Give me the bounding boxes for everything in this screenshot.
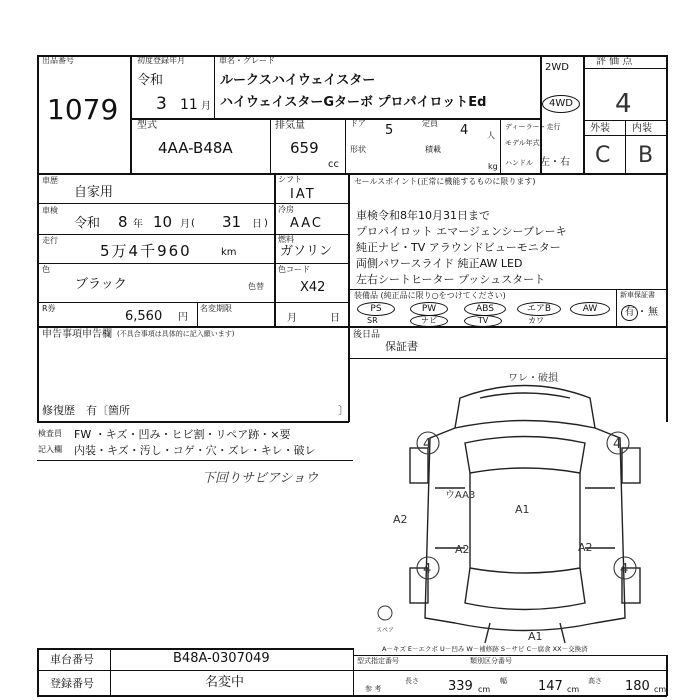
- equip-ps-label: PS: [370, 304, 382, 314]
- top-note: ワレ・破損: [508, 373, 558, 384]
- insp-year-unit: 年: [133, 219, 143, 230]
- declarations-label: 申告事項申告欄: [42, 329, 112, 340]
- grade: ハイウェイスターGターボ プロパイロットEd: [220, 95, 487, 110]
- row-line-3: [37, 263, 348, 264]
- shape-label: 形状: [350, 145, 366, 154]
- history: 自家用: [74, 185, 114, 200]
- fuel: ガソリン: [280, 244, 333, 259]
- sales-point-line: 左右シートヒーター プッシュスタート: [356, 273, 546, 286]
- shift: IAT: [290, 187, 316, 202]
- damage-mark: ウAA3: [445, 490, 476, 501]
- car-damage-diagram: [376, 368, 660, 648]
- interior-items: 内装・キズ・汚し・コゲ・穴・ズレ・キレ・破レ: [74, 444, 316, 457]
- model: 4AA-B48A: [158, 139, 233, 157]
- disp-vline: [270, 118, 271, 173]
- manual-yes: 有: [624, 307, 635, 318]
- era: 令和: [137, 73, 164, 88]
- exterior-grade: C: [595, 143, 611, 168]
- footer-bottom: [37, 695, 667, 697]
- insp-era: 令和: [74, 216, 101, 231]
- color-code-label: 色コード: [278, 265, 310, 274]
- row-line-1: [37, 203, 348, 204]
- damage-mark: 4: [613, 437, 622, 452]
- drive-4wd-circle: [542, 95, 580, 113]
- model-year-label: モデル年式: [505, 139, 540, 147]
- manual-yes-circle: [621, 305, 638, 321]
- repair-label: 修復歴: [42, 404, 75, 417]
- repair-close: 〕: [338, 404, 349, 417]
- accessories-value: 保証書: [385, 340, 418, 353]
- first-reg-label: 初度登録年月: [137, 56, 185, 65]
- model-designation-label: 型式指定番号: [357, 657, 399, 665]
- height-unit: cm: [654, 685, 667, 694]
- insp-day: 31: [222, 213, 242, 231]
- mileage-unit: km: [221, 247, 237, 258]
- recycle-label: R券: [42, 304, 56, 313]
- reg: 名変中: [205, 675, 245, 690]
- legend: A－キズ E－エクボ U－凹み W－補修跡 S－サビ C－腐食 XX－交換済: [382, 645, 588, 653]
- score-hline: [583, 68, 667, 69]
- manual-no: 無: [648, 307, 658, 318]
- manual-sep: ・: [637, 307, 647, 318]
- footer-left: [37, 648, 39, 696]
- fuel-label: 燃料: [278, 235, 294, 244]
- cc-unit: cc: [328, 159, 339, 170]
- length: 339: [448, 679, 473, 694]
- recycle: 6,560: [125, 309, 163, 324]
- ac-label: 冷房: [278, 205, 294, 214]
- reg-label: 登録番号: [50, 677, 94, 690]
- class-label: 類別区分番号: [470, 657, 512, 665]
- damage-mark: A1: [515, 503, 530, 516]
- insp-month: 10: [153, 213, 173, 231]
- equip-airbag-label: エアB: [526, 304, 552, 314]
- damage-mark: A2: [578, 541, 593, 554]
- insp-day-unit: 日: [252, 219, 262, 230]
- spare-label: スペア: [376, 627, 395, 634]
- equip-tv: [464, 315, 502, 327]
- damage-mark: A1: [528, 630, 543, 643]
- color-change-label: 色替: [248, 282, 264, 291]
- insp-month-unit: 月: [180, 219, 190, 230]
- lot-divider: [130, 55, 132, 175]
- footer-top: [37, 648, 353, 650]
- row-line-4: [37, 302, 348, 303]
- sales-point-line: 車検令和8年10月31日まで: [356, 209, 490, 222]
- sales-vline: [348, 173, 350, 328]
- transfer-deadline-label: 名変期限: [200, 304, 232, 313]
- accessories-bottom: [348, 358, 668, 359]
- lot-number: 1079: [47, 93, 119, 126]
- recycle-vline: [197, 302, 198, 326]
- mileage-label: 走行: [42, 236, 58, 245]
- exterior-label: 外装: [590, 123, 610, 134]
- sales-points-label: セールスポイント(正常に機能するものに限ります): [354, 177, 536, 186]
- car-name-label: 車名・グレード: [219, 56, 275, 65]
- sales-point-line: 純正ナビ・TV アラウンドビューモニター: [356, 241, 561, 254]
- history-label: 車歴: [42, 176, 58, 185]
- header-bottom: [37, 173, 668, 175]
- equip-pw-label: PW: [421, 304, 437, 314]
- equip-pw: [410, 302, 448, 316]
- capacity-label: 定員: [422, 119, 438, 128]
- shift-label: シフト: [278, 175, 302, 184]
- equip-ps: [357, 302, 395, 316]
- inspector-items: FW ・キズ・凹み・ヒビ割・リペア跡・×要: [74, 428, 291, 441]
- damage-mark: 4: [423, 437, 432, 452]
- frame-top: [37, 55, 667, 57]
- load-label: 積載: [425, 145, 441, 154]
- color-code: X42: [300, 280, 326, 295]
- inspector-label: 検査員: [38, 429, 62, 438]
- color: ブラック: [75, 277, 127, 292]
- drive-4wd: 4WD: [549, 98, 573, 109]
- insp-year: 8: [118, 213, 128, 231]
- length-label: 長さ: [405, 677, 419, 685]
- dealer-vline: [500, 118, 501, 173]
- manual-vline: [616, 289, 617, 327]
- insp-paren-close: ): [264, 218, 268, 229]
- equip-leather: カワ: [528, 316, 544, 325]
- handle-label: ハンドル: [505, 159, 533, 167]
- year: 3: [156, 94, 167, 114]
- chassis: B48A-0307049: [173, 651, 270, 666]
- score-label: 評 価 点: [596, 56, 633, 67]
- ac: AAC: [290, 216, 323, 231]
- sales-point-line: 両側パワースライド 純正AW LED: [356, 257, 523, 270]
- inspection-label: 車検: [42, 206, 58, 215]
- footer-right-top: [353, 655, 667, 656]
- accessories-label: 後日品: [353, 330, 381, 340]
- spec-top-line: [130, 118, 540, 120]
- frame-right: [666, 55, 668, 422]
- row-line-2: [37, 234, 348, 235]
- handle-options: 左・右: [540, 157, 570, 168]
- capacity-unit: 人: [487, 131, 495, 140]
- capacity: 4: [460, 123, 469, 138]
- sales-point-line: プロパイロット エマージェンシーブレーキ: [356, 225, 567, 238]
- equip-airbag: [517, 302, 561, 316]
- equip-aw-label: AW: [582, 304, 598, 314]
- damage-mark: 4: [620, 562, 629, 577]
- score: 4: [615, 89, 632, 119]
- color-label: 色: [42, 265, 50, 274]
- transfer-deadline-month: 月: [287, 313, 297, 324]
- yen-unit: 円: [178, 312, 188, 323]
- width-label: 幅: [500, 677, 507, 685]
- equip-navi-label: ナビ: [421, 316, 437, 325]
- entry-label: 記入欄: [38, 445, 62, 454]
- damage-mark: A2: [455, 543, 470, 556]
- row-line-5: [37, 326, 667, 328]
- damage-mark: A2: [393, 513, 408, 526]
- underbody-note: 下回りサビアショウ: [202, 471, 319, 486]
- footer-right: [666, 655, 668, 696]
- declarations-note: (不具合事項は具体的に記入願います): [117, 330, 235, 338]
- equipment-label: 装備品 (純正品に限り○をつけてください): [354, 291, 506, 300]
- equip-navi: [410, 315, 448, 327]
- dealer-label: ディーラー・走行: [505, 123, 561, 131]
- width-unit: cm: [567, 685, 580, 694]
- month-unit: 月: [201, 101, 211, 112]
- chassis-label: 車台番号: [50, 653, 94, 666]
- equip-abs-label: ABS: [476, 304, 494, 314]
- doors: 5: [385, 123, 394, 138]
- footer-mid: [37, 670, 667, 671]
- ref-label: 参 考: [365, 685, 382, 693]
- interior-label: 内装: [632, 123, 652, 134]
- firstreg-vline: [214, 55, 215, 118]
- details-vline: [274, 173, 276, 328]
- equip-aw: [570, 302, 610, 316]
- mileage: 5万4千960: [100, 242, 192, 260]
- height: 180: [625, 679, 650, 694]
- doors-label: ドア: [350, 119, 366, 128]
- month: 11: [180, 97, 198, 113]
- kg-unit: kg: [488, 162, 498, 171]
- model-label: 型式: [137, 120, 157, 131]
- footer-vline: [110, 648, 111, 696]
- lot-label: 出品番号: [42, 56, 74, 65]
- equip-sr: SR: [367, 316, 378, 325]
- equip-abs: [464, 302, 506, 316]
- drive-2wd: 2WD: [545, 62, 569, 73]
- interior-grade: B: [638, 143, 654, 168]
- height-label: 高さ: [588, 677, 602, 685]
- width: 147: [538, 679, 563, 694]
- displacement-label: 排気量: [275, 120, 305, 131]
- displacement: 659: [290, 139, 319, 157]
- transfer-deadline-day: 日: [330, 313, 340, 324]
- damage-mark: 4: [423, 562, 432, 577]
- repair-value: 有〔箇所: [86, 404, 130, 417]
- car-name: ルークスハイウェイスター: [220, 73, 376, 88]
- inspector-underline: [37, 460, 353, 461]
- score-divider: [583, 55, 585, 175]
- grade-vline: [625, 120, 626, 175]
- insp-paren-open: (: [191, 218, 195, 229]
- decl-bottom: [37, 421, 349, 423]
- manual-label: 新車保証書: [620, 291, 655, 299]
- frame-left: [37, 55, 39, 422]
- doors-vline: [345, 118, 346, 173]
- length-unit: cm: [478, 685, 491, 694]
- equip-tv-label: TV: [477, 316, 489, 325]
- equip-top: [348, 289, 667, 290]
